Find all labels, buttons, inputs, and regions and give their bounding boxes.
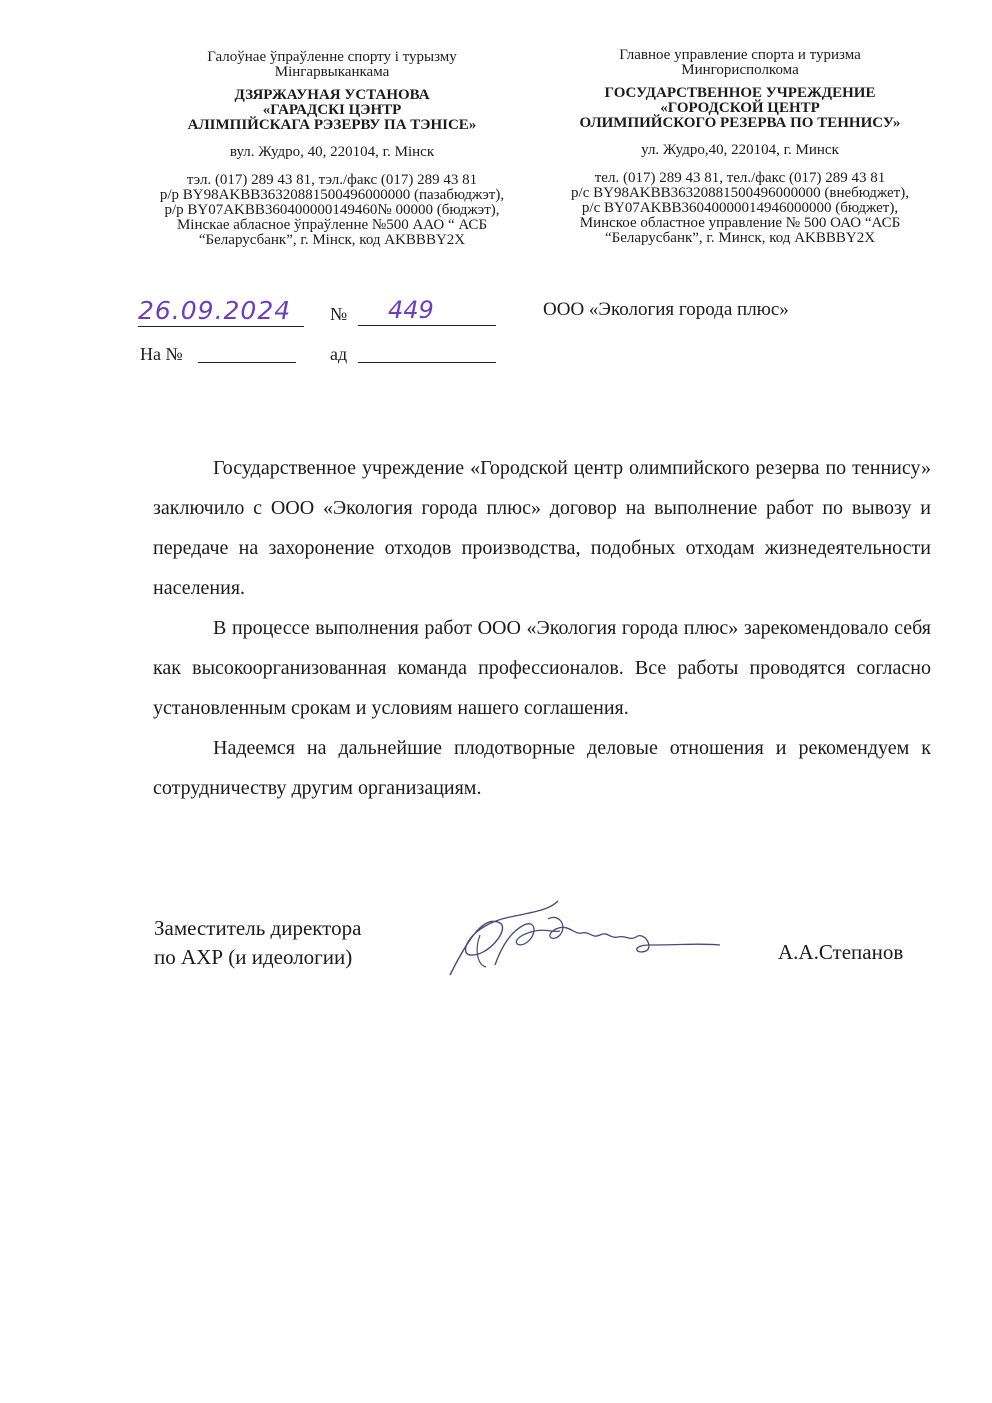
letterhead-ru-bank-line5: “Беларусбанк”, г. Минск, код AKBBBY2X xyxy=(604,230,876,246)
letterhead-ru-bank-line3: р/с BY07AKBB36040000014946000000 (бюджет), xyxy=(581,200,899,216)
letterhead-ru-org-line2: Мингорисполкома xyxy=(681,62,799,78)
letterhead-by-bank-details xyxy=(132,173,532,248)
letterhead-by-inst-line3: АЛІМПІЙСКАГА РЭЗЕРВУ ПА ТЭНІСЕ» xyxy=(187,117,477,133)
body-paragraph-1: Государственное учреждение «Городской центр олимпийского резерва по теннису» заключило с ООО «Экология города плюс» договор на выполнение работ по вывозу и передаче на захоронение отходов производства, подобных отходам жизнедеятельности населения. xyxy=(153,457,931,599)
letterhead-ru-inst-line1: ГОСУДАРСТВЕННОЕ УЧРЕЖДЕНИЕ xyxy=(604,85,876,101)
letterhead-by-bank-line1: тэл. (017) 289 43 81, тэл./факс (017) 289 43 81 xyxy=(186,172,478,188)
letterhead-by-org-line2: Мінгарвыканкама xyxy=(274,64,390,80)
letterhead-ru xyxy=(540,48,940,246)
letterhead-by-inst-line1: ДЗЯРЖАУНАЯ УСТАНОВА xyxy=(234,87,430,103)
letterhead-ru-bank-line2: р/с BY98AKBB36320881500496000000 (внебюджет), xyxy=(571,185,909,201)
handwritten-date: 26.09.2024 xyxy=(138,298,304,327)
handwritten-signature xyxy=(440,895,730,985)
letterhead-by-bank-line5: “Беларусбанк”, г. Мінск, код AKBBBY2X xyxy=(198,232,466,248)
letterhead-by-bank-line3: р/р BY07AKBB360400000149460№ 00000 (бюджэт), xyxy=(164,202,500,218)
signatory-title-line1: Заместитель директора xyxy=(154,916,362,940)
reference-number-blank-line xyxy=(198,362,296,363)
letterhead-by-bank-line2: р/р BY98AKBB36320881500496000000 (пазабюджэт), xyxy=(159,187,505,203)
handwritten-outgoing-number: 449 xyxy=(358,298,496,326)
reference-date-label: ад xyxy=(330,344,348,364)
letterhead-ru-org-line1: Главное управление спорта и туризма xyxy=(619,47,861,63)
letterhead-ru-institution xyxy=(540,86,940,131)
letterhead-ru-inst-line3: ОЛИМПИЙСКОГО РЕЗЕРВА ПО ТЕННИСУ» xyxy=(579,115,901,131)
letterhead-by-bank-line4: Мінскае абласное ўпраўленне №500 ААО “ АСБ xyxy=(176,217,488,233)
letterhead-ru-bank-details xyxy=(540,171,940,246)
number-label: № xyxy=(330,304,348,324)
signatory-title-line2: по АХР (и идеологии) xyxy=(154,945,353,969)
letterhead-ru-bank-line1: тел. (017) 289 43 81, тел./факс (017) 289 43 81 xyxy=(594,170,886,186)
letterhead-ru-inst-line2: «ГОРОДСКОЙ ЦЕНТР xyxy=(660,100,820,116)
letterhead-by-institution xyxy=(132,88,532,133)
body-paragraph-3: Надеемся на дальнейшие плодотворные деловые отношения и рекомендуем к сотрудничеству другим организациям. xyxy=(153,737,931,799)
letterhead-by-address: вул. Жудро, 40, 220104, г. Мінск xyxy=(229,144,435,160)
letterhead-by-org-line1: Галоўнае ўпраўленне спорту і турызму xyxy=(207,49,457,65)
letterhead-by xyxy=(132,50,532,248)
addressee: ООО «Экология города плюс» xyxy=(543,299,789,320)
body-paragraph-2: В процессе выполнения работ ООО «Экология города плюс» зарекомендовало себя как высокоорганизованная команда профессионалов. Все работы проводятся согласно установленным срокам и условиям нашего соглашения. xyxy=(153,617,931,719)
letterhead-ru-bank-line4: Минское областное управление № 500 ОАО “АСБ xyxy=(579,215,901,231)
signatory-title xyxy=(154,914,361,972)
letter-body xyxy=(153,448,931,808)
letterhead-by-inst-line2: «ГАРАДСКІ ЦЭНТР xyxy=(262,102,402,118)
reference-number-label: На № xyxy=(140,344,183,364)
letterhead-ru-address: ул. Жудро,40, 220104, г. Минск xyxy=(641,142,839,158)
signatory-name: А.А.Степанов xyxy=(778,940,904,964)
reference-date-blank-line xyxy=(358,362,496,363)
